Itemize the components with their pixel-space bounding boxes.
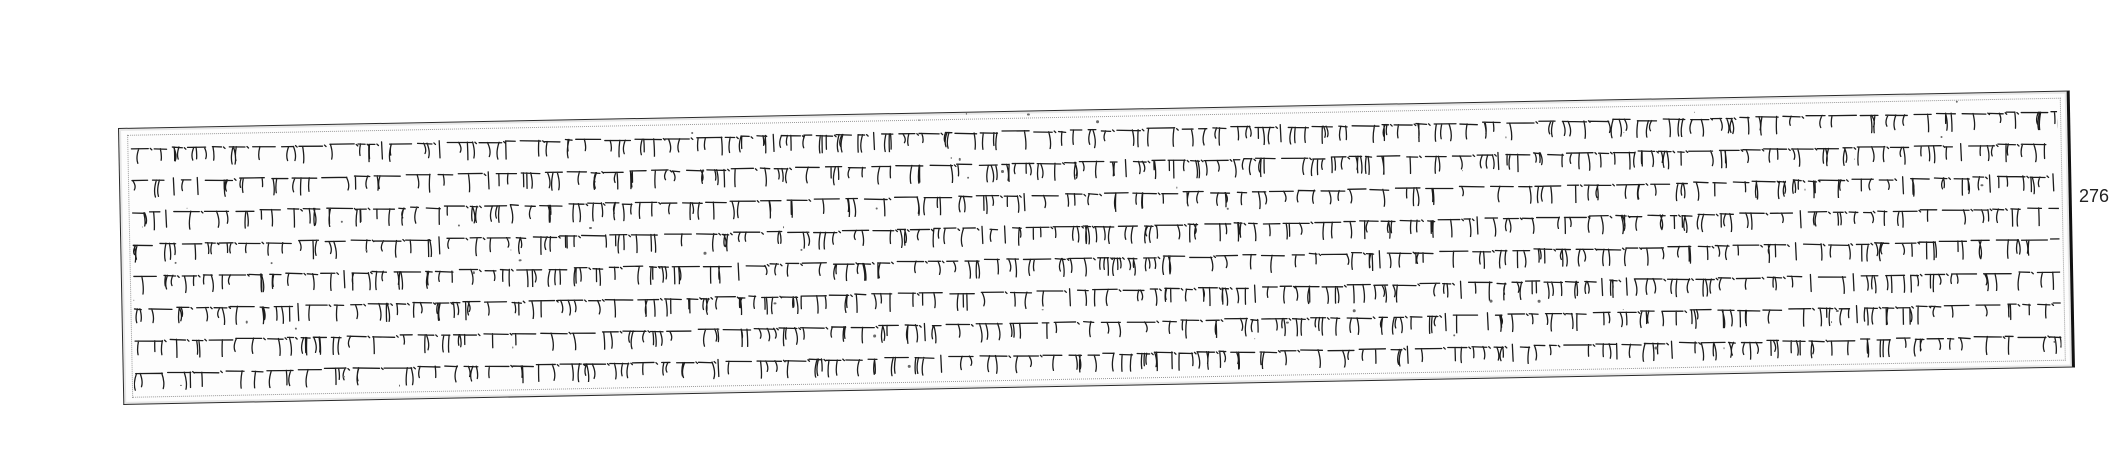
scan-speck xyxy=(1940,136,1942,138)
text-block xyxy=(119,92,2067,129)
scan-speck xyxy=(365,249,367,251)
scan-speck xyxy=(458,224,460,226)
scan-speck xyxy=(141,226,142,227)
scan-speck xyxy=(876,208,878,210)
scan-speck xyxy=(1623,132,1624,133)
scan-speck xyxy=(1286,321,1288,323)
scan-speck xyxy=(1723,348,1724,349)
scan-speck xyxy=(703,252,706,255)
scan-speck xyxy=(341,221,343,223)
scan-speck xyxy=(519,259,522,262)
scan-speck xyxy=(966,113,968,115)
page-number: 276 xyxy=(2079,186,2110,206)
scan-speck xyxy=(958,158,961,161)
scan-speck xyxy=(967,176,969,178)
scan-speck xyxy=(295,327,297,329)
scan-speck xyxy=(343,376,345,378)
scan-speck xyxy=(1655,347,1658,350)
scan-speck xyxy=(774,302,776,304)
manuscript-folio xyxy=(118,91,2075,405)
scan-speck xyxy=(1227,208,1229,210)
scan-speck xyxy=(245,321,247,323)
scan-speck xyxy=(1001,170,1004,173)
scan-speck xyxy=(589,227,591,229)
scan-speck xyxy=(1027,113,1030,116)
scan-speck xyxy=(473,271,475,273)
scan-speck xyxy=(1831,321,1832,322)
scan-speck xyxy=(873,335,875,337)
scan-speck xyxy=(1622,309,1623,310)
scan-speck xyxy=(415,207,416,208)
scan-speck xyxy=(1804,189,1806,191)
scan-speck xyxy=(512,347,513,348)
scan-speck xyxy=(692,132,694,134)
scan-speck xyxy=(271,262,273,264)
